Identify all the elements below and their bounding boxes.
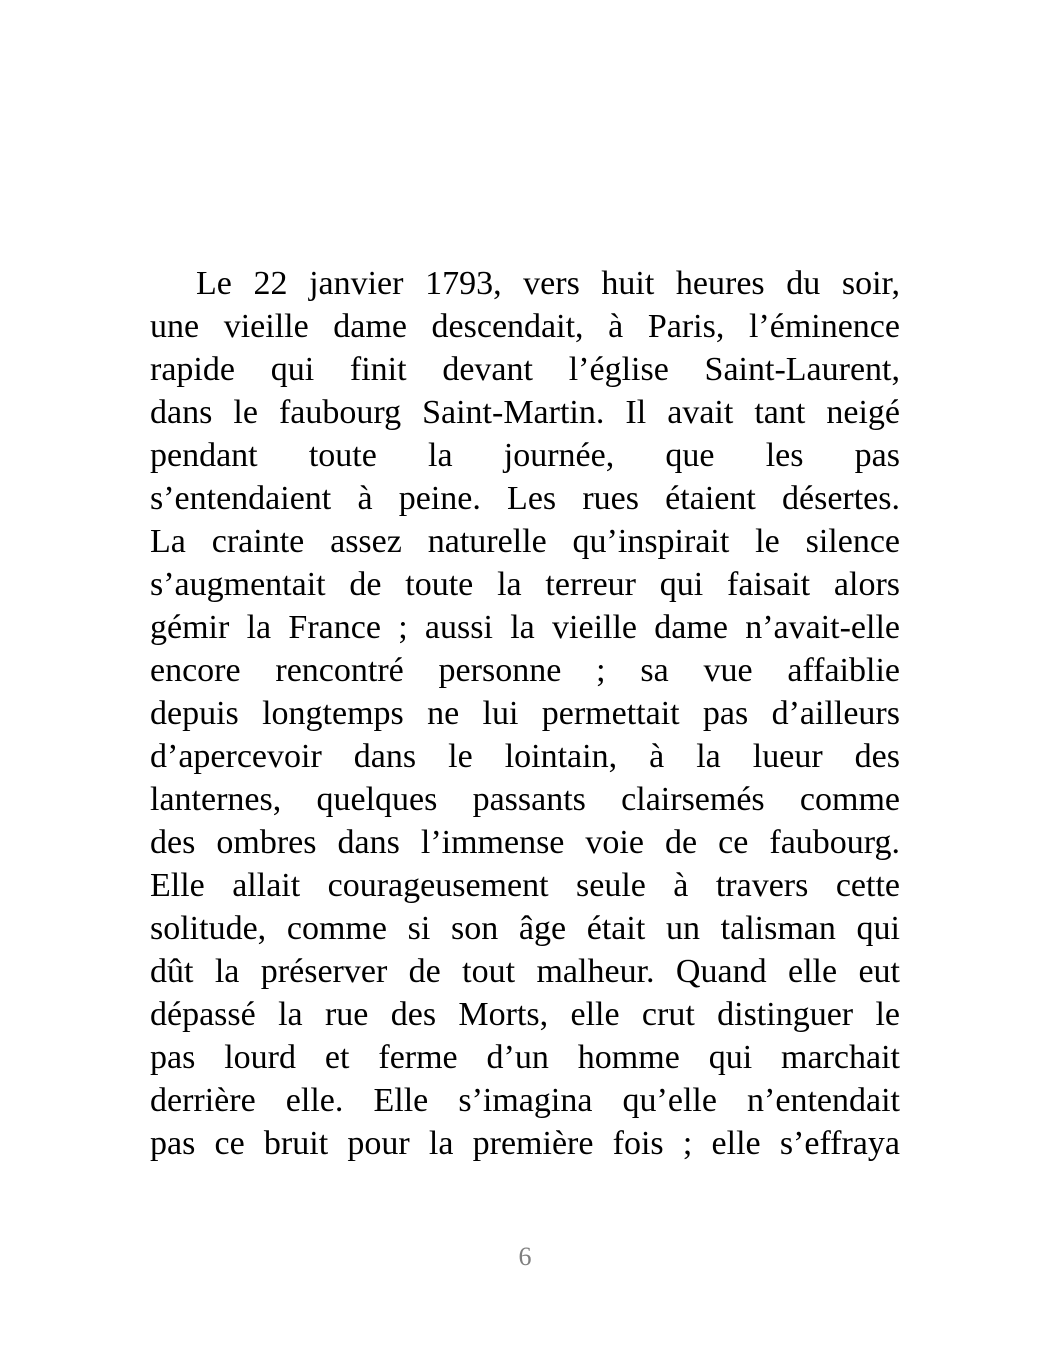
paragraph-line: Le 22 janvier 1793, vers huit heures du soir,	[196, 265, 900, 302]
paragraph-line: pendant toute la journée, que les pas	[150, 437, 900, 474]
paragraph-line: dépassé la rue des Morts, elle crut distinguer le	[150, 996, 900, 1033]
paragraph-line: derrière elle. Elle s’imagina qu’elle n’entendait	[150, 1082, 900, 1119]
paragraph-line: depuis longtemps ne lui permettait pas d’ailleurs	[150, 695, 900, 732]
paragraph-line: des ombres dans l’immense voie de ce faubourg.	[150, 824, 900, 861]
paragraph-line: La crainte assez naturelle qu’inspirait le silence	[150, 523, 900, 560]
paragraph-line: une vieille dame descendait, à Paris, l’éminence	[150, 308, 900, 345]
paragraph-line: s’entendaient à peine. Les rues étaient désertes.	[150, 480, 900, 517]
paragraph-line: s’augmentait de toute la terreur qui faisait alors	[150, 566, 900, 603]
paragraph-line: gémir la France ; aussi la vieille dame n’avait-elle	[150, 609, 900, 646]
paragraph-line: lanternes, quelques passants clairsemés comme	[150, 781, 900, 818]
page-number: 6	[518, 1242, 532, 1271]
paragraph-line: solitude, comme si son âge était un talisman qui	[150, 910, 900, 947]
paragraph-line: rapide qui finit devant l’église Saint-Laurent,	[150, 351, 900, 388]
paragraph-line: Elle allait courageusement seule à travers cette	[150, 867, 900, 904]
paragraph-line: pas ce bruit pour la première fois ; elle s’effraya	[150, 1125, 900, 1162]
paragraph-line: dût la préserver de tout malheur. Quand elle eut	[150, 953, 900, 990]
paragraph-line: d’apercevoir dans le lointain, à la lueur des	[150, 738, 900, 775]
body-paragraph	[150, 262, 900, 1165]
paragraph-line: dans le faubourg Saint-Martin. Il avait tant neigé	[150, 394, 900, 431]
paragraph-line: encore rencontré personne ; sa vue affaiblie	[150, 652, 900, 689]
paragraph-line: pas lourd et ferme d’un homme qui marchait	[150, 1039, 900, 1076]
